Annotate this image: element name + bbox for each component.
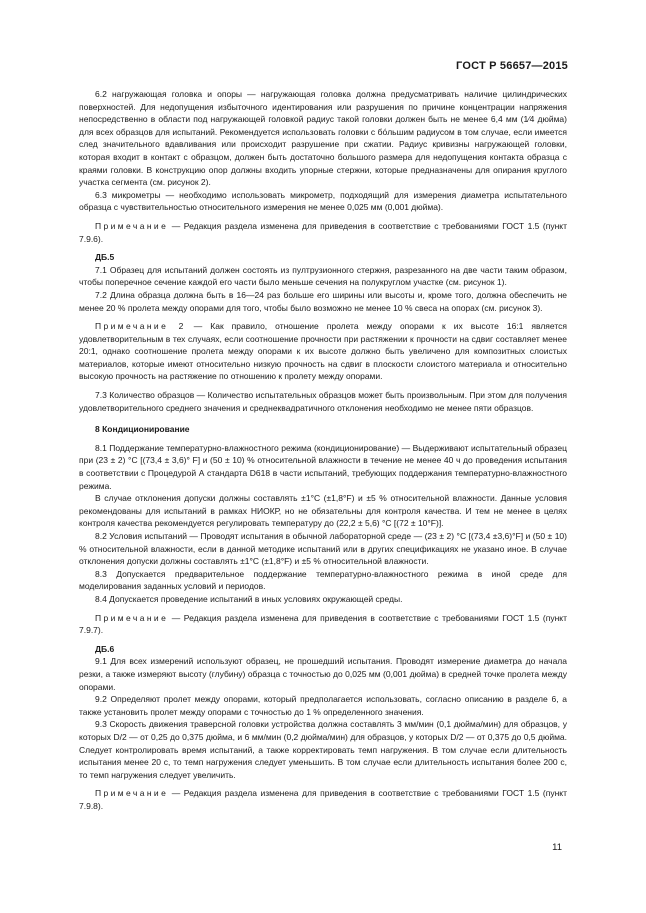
note-1-label: Примечание	[95, 220, 169, 231]
paragraph-8-4: 8.4 Допускается проведение испытаний в иных условиях окружающей среды.	[95, 593, 403, 604]
document-id-header: ГОСТ Р 56657—2015	[456, 60, 568, 72]
note-2-label: Примечание 2	[95, 321, 186, 332]
paragraph-6-2: 6.2 нагружающая головка и опоры — нагружающая головка должна предусматривать наличие цилиндрических поверхностей. Для недопущения избыточного идентирования или разрушения по причине концентрации напряжения непосредственно в области под нагружающей головкой радиус такой головки должен быть не менее 6,4 мм (1⁄4 дюйма) для всех образцов для испытаний. Рекомендуется использовать головки с бо́льшим радиусом в том случае, если имеется след значительного вдавливания или происходит разрушение при сжатии. Радиус кривизны нагружающей головки, которая входит в контакт с образцом, должен быть достаточно большого размера для недопущения контакта образца с краями головки. В конструкцию опор должны входить упорные стержни, которые предназначены для опирания круглого участка сегмента (см. рисунок 2).	[79, 89, 567, 188]
page-number: 11	[552, 842, 562, 853]
document-body	[79, 88, 567, 812]
paragraph-8-2: 8.2 Условия испытаний — Проводят испытания в обычной лабораторной среде — (23 ± 2) °C [(73,4 ±3,6)°F] и (50 ± 10) % относительной влажности, если в данной методике испытаний или в других спецификациях не указано иное. В случае отклонения допуски должны составлять ±1°C (±1,8°F) и ±5 % относительной влажности.	[79, 531, 567, 567]
paragraph-9-3: 9.3 Скорость движения траверсной головки устройства должна составлять 3 мм/мин (0,1 дюйма/мин) для образцов, у которых D/2 — от 0,25 до 0,375 дюйма, и 6 мм/мин (0,2 дюйма/мин) для образцов, у которых D/2 — от 0,375 до 0,5 дюйма. Следует контролировать время испытаний, а также корректировать темп нагружения. В том случае если длительность испытания менее 20 с, то темп нагружения следует уменьшить. В том случае если длительность испытания более 200 с, то темп нагружения следует увеличить.	[79, 719, 567, 780]
heading-db6: ДБ.6	[95, 643, 115, 654]
note-3-text: — Редакция раздела изменена для приведения в соответствие с требованиями ГОСТ 1.5 (пункт 7.9.7).	[79, 612, 567, 636]
paragraph-8-3: 8.3 Допускается предварительное поддержание температурно-влажностного режима в иной среде для моделирования заданных условий и периодов.	[79, 568, 567, 592]
paragraph-6-3: 6.3 микрометры — необходимо использовать микрометр, подходящий для измерения диаметра испытательного образца с чувствительностью относительного измерения не менее 0,025 мм (0,001 дюйма).	[79, 189, 567, 213]
paragraph-9-2: 9.2 Определяют пролет между опорами, который предполагается использовать, согласно описанию в разделе 6, а также установить пролет между опорами с точностью до 1 % определенного значения.	[79, 694, 567, 717]
paragraph-7-3: 7.3 Количество образцов — Количество испытательных образцов может быть произвольным. При этом для получения удовлетворительного среднего значения и среднеквадратичного отклонения необходимо не менее пяти образцов.	[79, 390, 567, 413]
paragraph-8-1: 8.1 Поддержание температурно-влажностного режима (кондиционирование) — Выдерживают испытательный образец при (23 ± 2) °C [(73,4 ± 3,6)° F] и (50 ± 10) % относительной влажности в течение не менее 40 ч до проведения испытания в соответствии с Процедурой А стандарта D618 в части испытаний, требующих поддержания температурно-влажностного режима.	[79, 442, 567, 491]
note-4-text: — Редакция раздела изменена для приведения в соответствие с требованиями ГОСТ 1.5 (пункт 7.9.8).	[79, 788, 567, 811]
note-4-label: Примечание	[95, 788, 169, 799]
paragraph-9-1: 9.1 Для всех измерений используют образец, не прошедший испытания. Проводят измерение диаметра до начала резки, а также измеряют высоту (глубину) образца с точностью до 0,025 мм (0,001 дюйма) в средней точке пролета между опорами.	[79, 656, 567, 692]
heading-db5: ДБ.5	[95, 252, 115, 263]
note-1-text: — Редакция раздела изменена для приведения в соответствие с требованиями ГОСТ 1.5 (пункт 7.9.6).	[79, 220, 567, 244]
paragraph-8-1-cont: В случае отклонения допуски должны составлять ±1°C (±1,8°F) и ±5 % относительной влажности. Данные условия рекомендованы для испытаний в рамках НИОКР, но не обязательны для контроля качества. И тем не менее в целях контроля качества рекомендуется регулировать температуру до (22,2 ± 5,6) °C [(72 ± 10°F)].	[79, 493, 567, 529]
section-8-heading: 8 Кондиционирование	[95, 424, 190, 435]
paragraph-7-1: 7.1 Образец для испытаний должен состоять из пултрузионного стержня, разрезанного на две части таким образом, чтобы поперечное сечение каждой его части было меньше сечения на полукруглом участке (см. рисунок 1).	[79, 264, 567, 288]
note-1	[79, 220, 567, 245]
note-3	[79, 612, 567, 637]
note-2	[79, 320, 567, 383]
paragraph-7-2: 7.2 Длина образца должна быть в 16—24 раз больше его ширины или высоты и, кроме того, должна обеспечить не менее 20 % пролета между опорами для того, чтобы было возможно не менее 10 % свеса на опорах (см. рисунок 3).	[79, 289, 567, 313]
note-3-label: Примечание	[95, 612, 169, 623]
note-4	[79, 787, 567, 812]
note-2-text: — Как правило, отношение пролета между опорами к их высоте 16:1 является удовлетворительным в тех случаях, если соотношение прочности при растяжении к прочности на сдвиг составляет менее 20:1, однако соотношение пролета между опорами к их высоте должно быть увеличено для композитных слоистых материалов, которые имеют относительно низкую прочность на сдвиг в плоскости слоистого материала и относительно высокую прочность на растяжение по отношению к пролету между опорами.	[79, 321, 567, 382]
